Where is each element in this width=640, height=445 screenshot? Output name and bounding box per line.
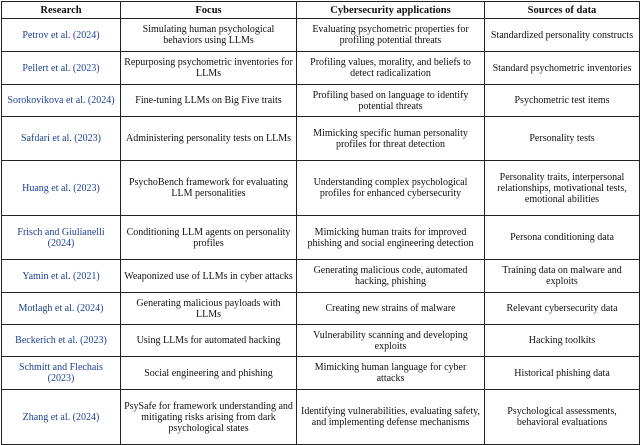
research-citation-link[interactable]: Yamin et al. (2021): [2, 260, 121, 293]
source-cell: Psychometric test items: [485, 85, 640, 117]
header-row: [2, 2, 640, 19]
source-cell: Standard psychometric inventories: [485, 52, 640, 85]
research-citation-link[interactable]: Pellert et al. (2023): [2, 52, 121, 85]
research-citation-link[interactable]: Huang et al. (2023): [2, 161, 121, 216]
focus-cell: Fine-tuning LLMs on Big Five traits: [121, 85, 297, 117]
focus-cell: Conditioning LLM agents on personality profiles: [121, 216, 297, 260]
application-cell: Identifying vulnerabilities, evaluating safety, and implementing defense mechanisms: [297, 390, 485, 445]
table-row: [2, 260, 640, 293]
application-cell: Creating new strains of malware: [297, 293, 485, 325]
application-cell: Profiling values, morality, and beliefs to detect radicalization: [297, 52, 485, 85]
application-cell: Vulnerability scanning and developing exploits: [297, 325, 485, 357]
application-cell: Understanding complex psychological profiles for enhanced cybersecurity: [297, 161, 485, 216]
research-citation-link[interactable]: Sorokovikova et al. (2024): [2, 85, 121, 117]
table-row: [2, 117, 640, 161]
research-citation-link[interactable]: Frisch and Giulianelli (2024): [2, 216, 121, 260]
focus-cell: Administering personality tests on LLMs: [121, 117, 297, 161]
application-cell: Generating malicious code, automated hacking, phishing: [297, 260, 485, 293]
header-applications: Cybersecurity applications: [297, 2, 485, 19]
source-cell: Personality traits, interpersonal relationships, motivational tests, emotional abilities: [485, 161, 640, 216]
application-cell: Evaluating psychometric properties for profiling potential threats: [297, 19, 485, 52]
header-focus: Focus: [121, 2, 297, 19]
table-row: [2, 161, 640, 216]
source-cell: Historical phishing data: [485, 357, 640, 390]
research-citation-link[interactable]: Beckerich et al. (2023): [2, 325, 121, 357]
focus-cell: PsySafe for framework understanding and mitigating risks arising from dark psychological states: [121, 390, 297, 445]
header-research: Research: [2, 2, 121, 19]
focus-cell: Generating malicious payloads with LLMs: [121, 293, 297, 325]
research-citation-link[interactable]: Petrov et al. (2024): [2, 19, 121, 52]
focus-cell: Social engineering and phishing: [121, 357, 297, 390]
focus-cell: Repurposing psychometric inventories for LLMs: [121, 52, 297, 85]
source-cell: Psychological assessments, behavioral evaluations: [485, 390, 640, 445]
application-cell: Mimicking specific human personality profiles for threat detection: [297, 117, 485, 161]
application-cell: Mimicking human traits for improved phishing and social engineering detection: [297, 216, 485, 260]
source-cell: Hacking toolkits: [485, 325, 640, 357]
research-citation-link[interactable]: Schmitt and Flechais (2023): [2, 357, 121, 390]
focus-cell: Weaponized use of LLMs in cyber attacks: [121, 260, 297, 293]
source-cell: Personality tests: [485, 117, 640, 161]
application-cell: Profiling based on language to identify potential threats: [297, 85, 485, 117]
source-cell: Persona conditioning data: [485, 216, 640, 260]
table-row: [2, 293, 640, 325]
table-row: [2, 52, 640, 85]
table-row: [2, 325, 640, 357]
source-cell: Relevant cybersecurity data: [485, 293, 640, 325]
source-cell: Standardized personality constructs: [485, 19, 640, 52]
research-citation-link[interactable]: Motlagh et al. (2024): [2, 293, 121, 325]
table-row: [2, 85, 640, 117]
focus-cell: Simulating human psychological behaviors using LLMs: [121, 19, 297, 52]
source-cell: Training data on malware and exploits: [485, 260, 640, 293]
table-row: [2, 216, 640, 260]
table-row: [2, 390, 640, 445]
research-citation-link[interactable]: Zhang et al. (2024): [2, 390, 121, 445]
focus-cell: Using LLMs for automated hacking: [121, 325, 297, 357]
header-sources: Sources of data: [485, 2, 640, 19]
table-row: [2, 357, 640, 390]
focus-cell: PsychoBench framework for evaluating LLM personalities: [121, 161, 297, 216]
research-table: [1, 1, 640, 445]
research-citation-link[interactable]: Safdari et al. (2023): [2, 117, 121, 161]
application-cell: Mimicking human language for cyber attacks: [297, 357, 485, 390]
table-row: [2, 19, 640, 52]
